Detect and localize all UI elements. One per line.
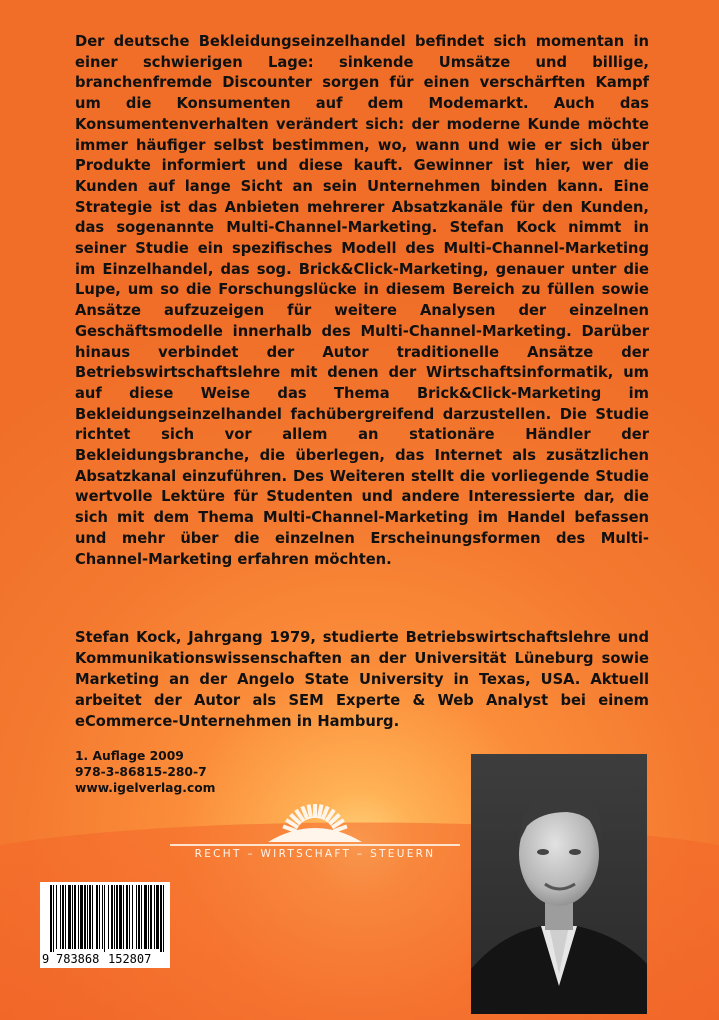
barcode-bar [89, 885, 91, 949]
barcode-bar [102, 885, 103, 949]
isbn-barcode [40, 882, 170, 968]
sunrise-icon [170, 800, 460, 850]
isbn-label: 978-3-86815-280-7 [75, 765, 207, 779]
barcode-bar [160, 885, 162, 952]
barcode-bar [126, 885, 128, 949]
publisher-tagline: RECHT – WIRTSCHAFT – STEUERN [194, 848, 436, 860]
edition-label: 1. Auflage 2009 [75, 749, 184, 763]
barcode-bar [116, 885, 118, 949]
barcode-bar [123, 885, 124, 949]
barcode-bar [148, 885, 149, 949]
barcode-bar [96, 885, 98, 949]
publisher-logo [170, 800, 460, 870]
barcode-bar [111, 885, 113, 949]
barcode-bar [144, 885, 147, 949]
barcode-bar [60, 885, 61, 949]
barcode-bar [92, 885, 93, 949]
book-description: Der deutsche Bekleidungseinzelhandel befindet sich momentan in einer schwierigen Lage: sinkende Umsätze und billige, branchenfremde Discounter sorgen für einen verschärften Kampf um die Konsumenten auf dem Modemarkt. Auch das Konsumentenverhalten verändert sich: der moderne Kunde möchte immer häufiger selbst bestimmen, wo, wann und wie er sich über Produkte informiert und diese kauft. Gewinner ist hier, wer die Kunden auf lange Sicht an sein Unternehmen binden kann. Eine Strategie ist das Anbieten mehrerer Absatzkanäle für den Kunden, das sogenannte Multi-Channel-Marketing. Stefan Kock nimmt in seiner Studie ein spezifisches Modell des Multi-Channel-Marketing im Einzelhandel, das sog. Brick&Click-Marketing, genauer unter die Lupe, um so die Forschungslücke in diesem Bereich zu füllen sowie Ansätze aufzuzeigen für weitere Analysen der einzelnen Geschäftsmodelle innerhalb des Multi-Channel-Marketing. Darüber hinaus verbindet der Autor traditionelle Ansätze der Betriebswirtschaftslehre mit denen der Wirtschaftsinformatik, um auf diese Weise das Thema Brick&Click-Marketing im Bekleidungseinzelhandel fachübergreifend darzustellen. Die Studie richtet sich vor allem an stationäre Händler der Bekleidungsbranche, die überlegen, das Internet als zusätzlichen Absatzkanal einzuführen. Des Weiteren stellt die vorliegende Studie wertvolle Lektüre für Studenten und andere Interessierte dar, die sich mit dem Thema Multi-Channel-Marketing im Handel befassen und mehr über die einzelnen Erscheinungsformen des Multi-Channel-Marketing erfahren möchten. [75, 33, 649, 568]
barcode-bar [87, 885, 88, 949]
barcode-digits-left: 783868 [56, 952, 100, 966]
barcode-bar [56, 885, 57, 949]
barcode-bar [108, 885, 109, 949]
barcode-bar [154, 885, 155, 949]
barcode-bar [129, 885, 130, 949]
barcode-bar [68, 885, 71, 949]
barcode-bar [150, 885, 152, 949]
barcode-bar [138, 885, 140, 949]
barcode-bar [119, 885, 122, 949]
barcode-digits-right: 152807 [108, 952, 152, 966]
barcode-bar [53, 885, 54, 952]
barcode-bar [132, 885, 133, 949]
author-bio: Stefan Kock, Jahrgang 1979, studierte Betriebswirtschaftslehre und Kommunikationswissenschaften an der Universität Lüneburg sowie Marketing an der Angelo State University in Texas, USA. Aktuell arbeitet der Autor als SEM Experte & Web Analyst bei einem eCommerce-Unternehmen in Hamburg. [75, 629, 649, 730]
barcode-bar [163, 885, 164, 952]
barcode-digits [40, 950, 170, 968]
barcode-bar [72, 885, 73, 949]
author-photo [471, 754, 647, 1014]
barcode-bar [136, 885, 137, 949]
publication-info [75, 748, 335, 796]
barcode-bar [74, 885, 76, 949]
barcode-bar [104, 885, 105, 952]
barcode-bar [65, 885, 66, 949]
barcode-bar [141, 885, 142, 949]
barcode-bar [84, 885, 86, 949]
barcode-bar [114, 885, 115, 949]
barcode-bar [50, 885, 52, 952]
barcode-bar [99, 885, 100, 949]
barcode-bar [62, 885, 64, 949]
barcode-icon [40, 882, 170, 952]
barcode-digit-first: 9 [42, 952, 50, 966]
barcode-bar [80, 885, 83, 949]
barcode-bar [156, 885, 159, 949]
publisher-website-link[interactable]: www.igelverlag.com [75, 781, 216, 795]
barcode-bar [78, 885, 79, 949]
